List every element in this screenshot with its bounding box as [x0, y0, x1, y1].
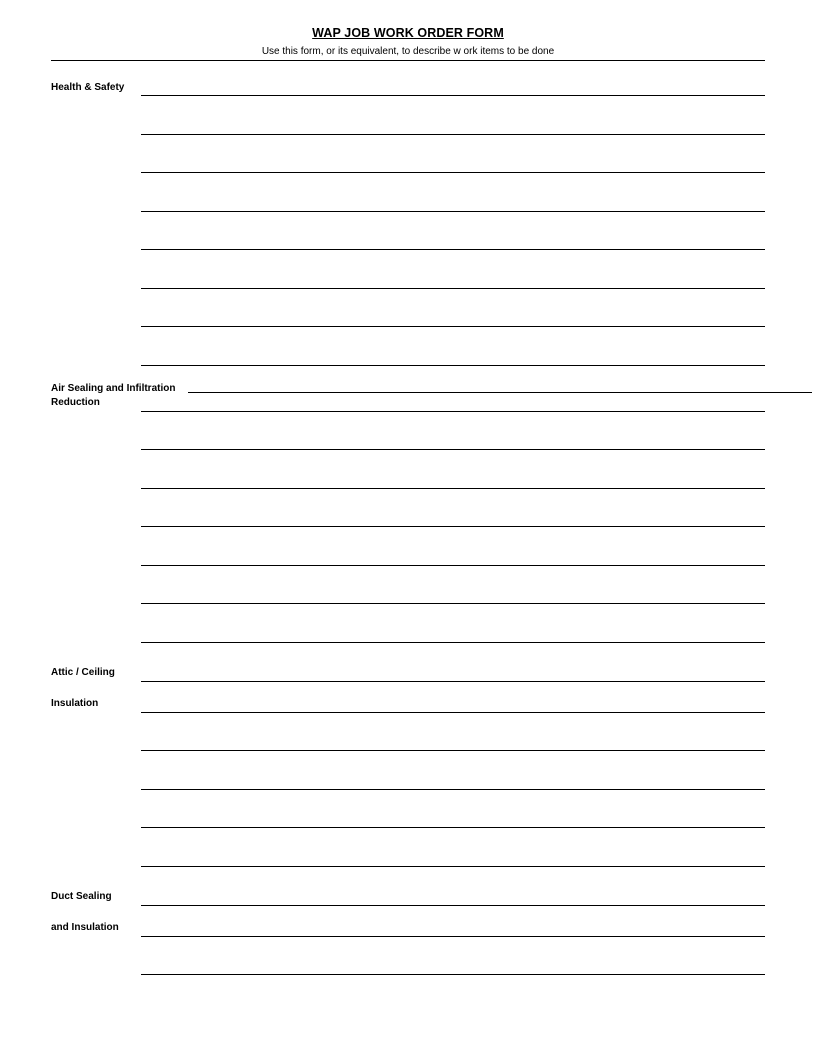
section-label-air-sealing-cont: Reduction — [51, 397, 100, 408]
write-line[interactable] — [141, 936, 765, 937]
write-line[interactable] — [141, 827, 765, 828]
write-line[interactable] — [141, 789, 765, 790]
write-line[interactable] — [141, 449, 765, 450]
write-line[interactable] — [188, 392, 812, 393]
write-line[interactable] — [141, 642, 765, 643]
section-label-health-safety: Health & Safety — [51, 82, 125, 93]
write-line[interactable] — [141, 172, 765, 173]
write-line[interactable] — [141, 488, 765, 489]
write-line[interactable] — [141, 365, 765, 366]
section-label-attic: Attic / Ceiling — [51, 667, 115, 678]
write-line[interactable] — [141, 95, 765, 96]
write-line[interactable] — [141, 249, 765, 250]
write-line[interactable] — [141, 866, 765, 867]
section-label-air-sealing: Air Sealing and Infiltration — [51, 383, 176, 394]
write-line[interactable] — [141, 211, 765, 212]
section-label-duct-cont: and Insulation — [51, 922, 119, 933]
header-divider — [51, 60, 765, 61]
form-title: WAP JOB WORK ORDER FORM — [312, 26, 504, 40]
write-line[interactable] — [141, 565, 765, 566]
section-label-attic-cont: Insulation — [51, 698, 99, 709]
form-subtitle: Use this form, or its equivalent, to describe w ork items to be done — [261, 46, 555, 57]
write-line[interactable] — [141, 288, 765, 289]
write-line[interactable] — [141, 750, 765, 751]
write-line[interactable] — [141, 905, 765, 906]
write-line[interactable] — [141, 603, 765, 604]
write-line[interactable] — [141, 526, 765, 527]
write-line[interactable] — [141, 681, 765, 682]
section-label-duct: Duct Sealing — [51, 891, 112, 902]
write-line[interactable] — [141, 411, 765, 412]
write-line[interactable] — [141, 326, 765, 327]
write-line[interactable] — [141, 134, 765, 135]
write-line[interactable] — [141, 712, 765, 713]
write-line[interactable] — [141, 974, 765, 975]
